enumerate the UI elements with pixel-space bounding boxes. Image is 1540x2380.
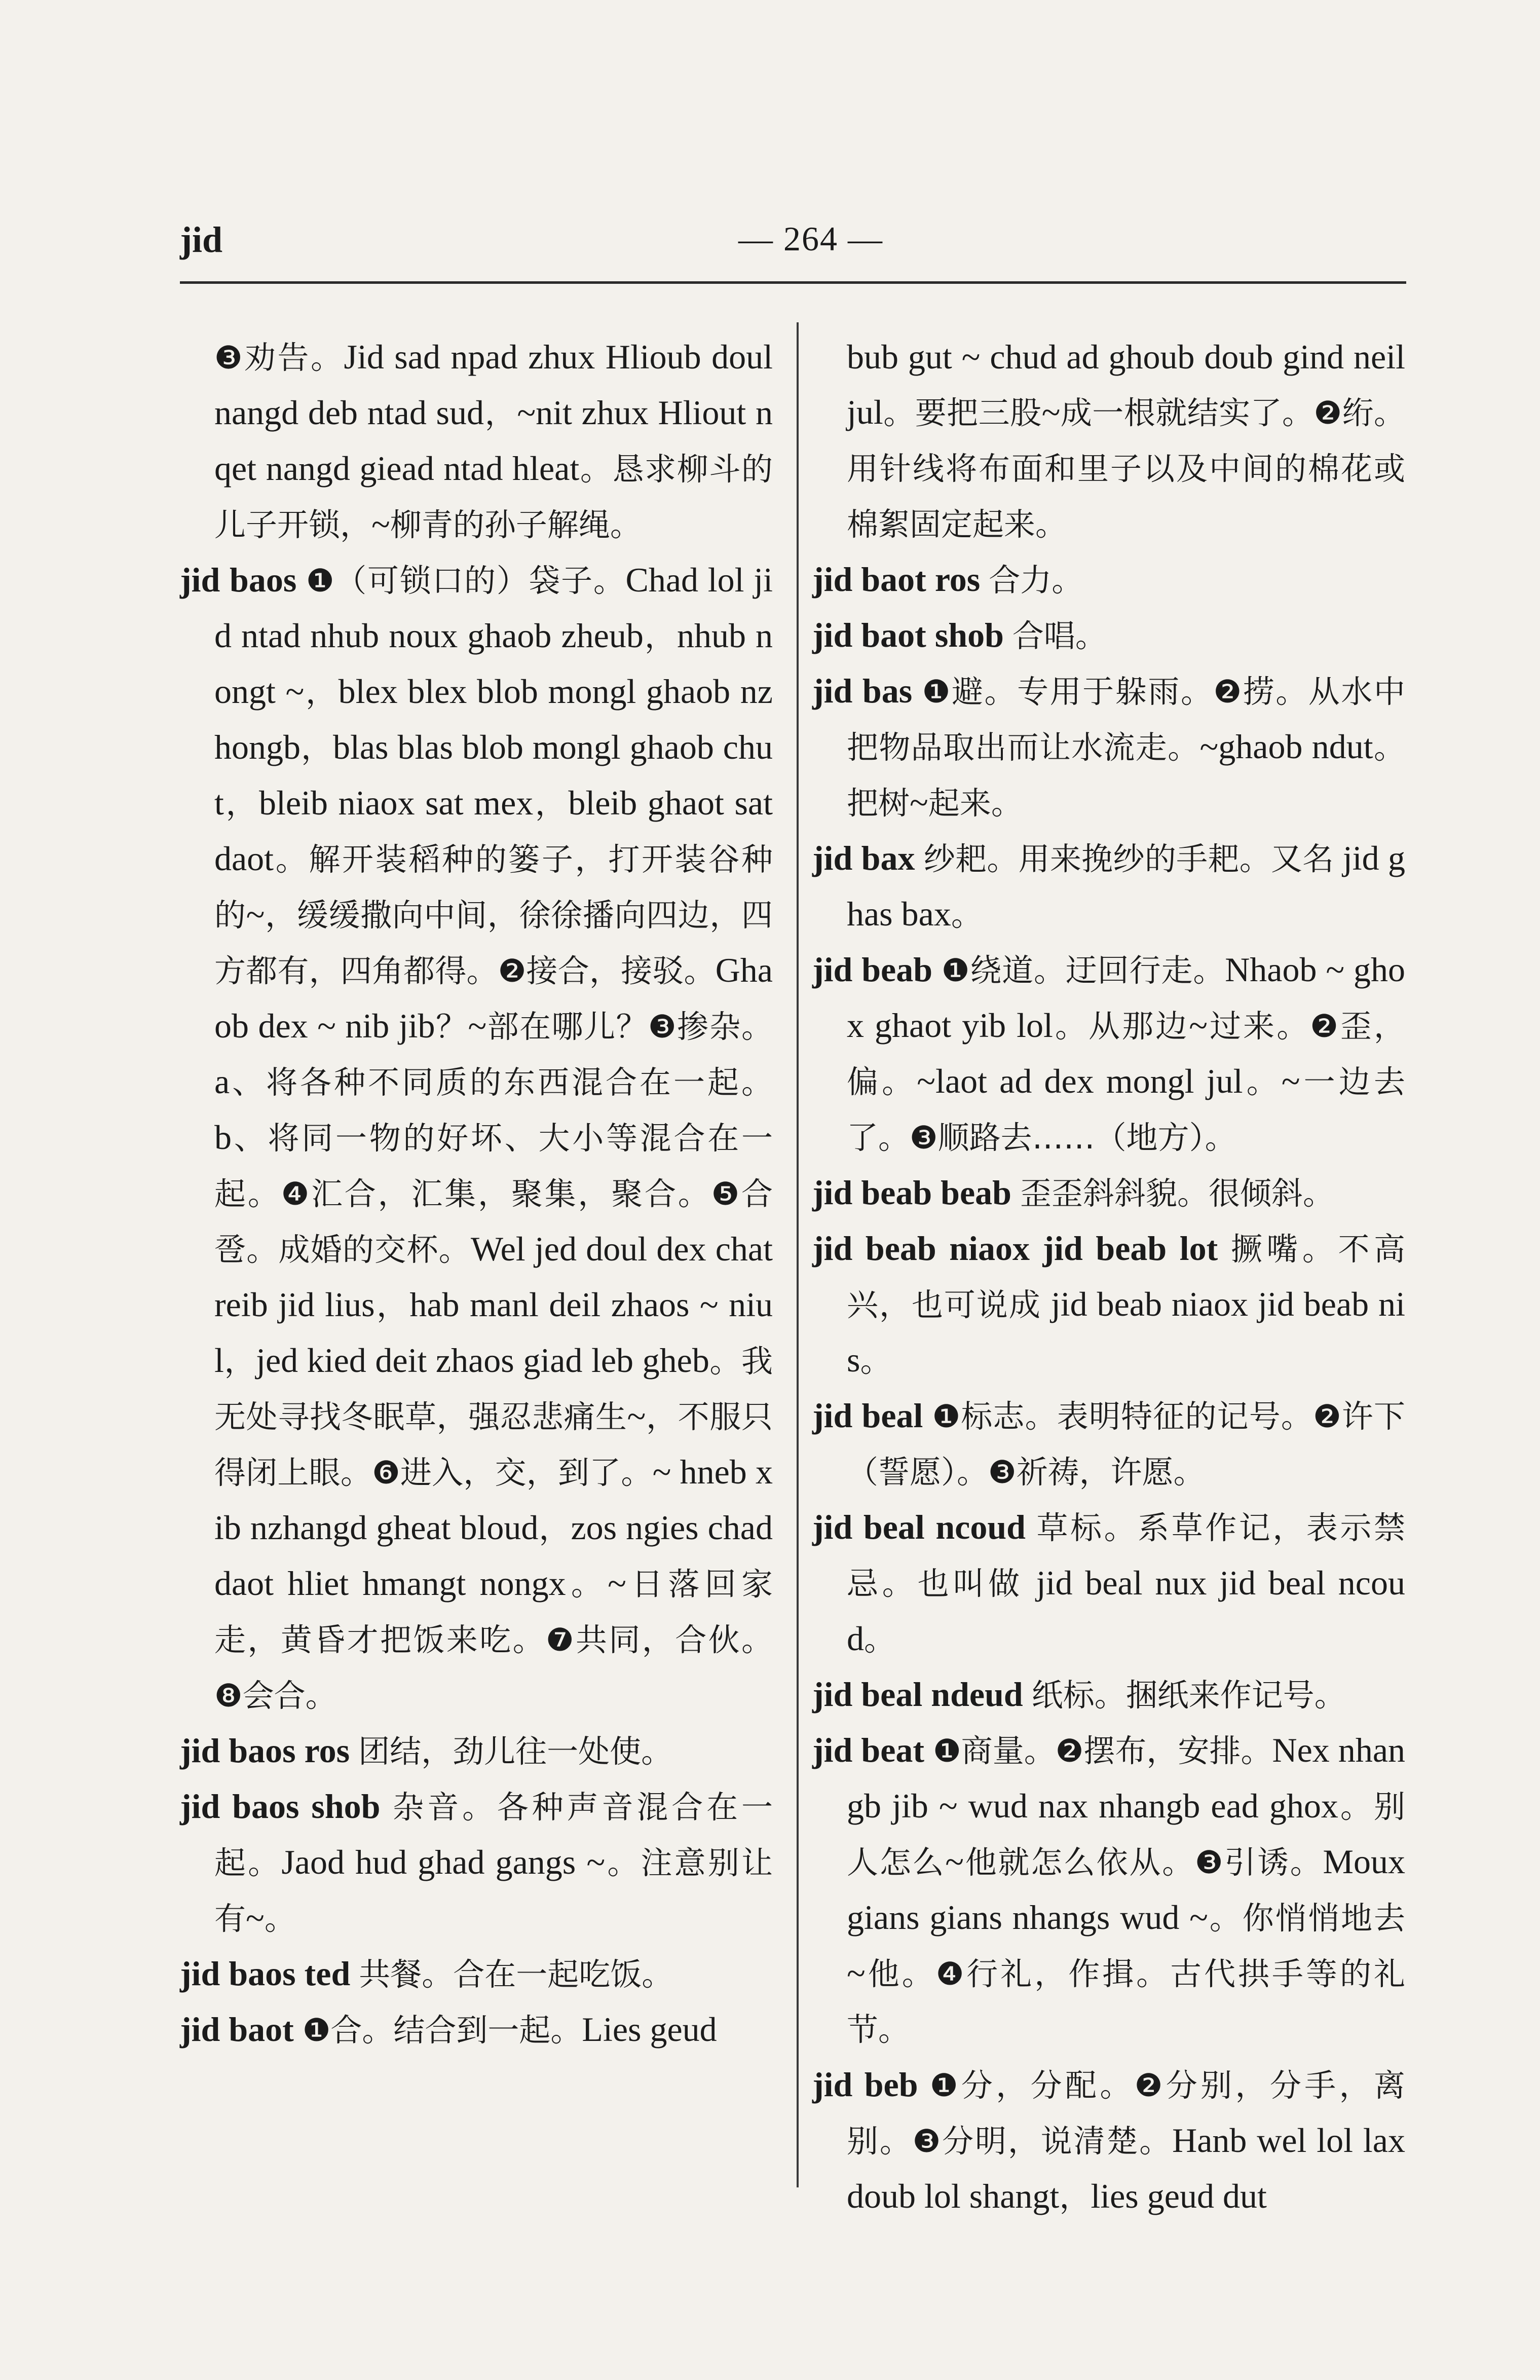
entry-definition: 草标。系草作记，表示禁忌。也叫做 jid beal nux jid beal ncoud。 bbox=[847, 1509, 1405, 1658]
entry-headword: jid baos ros bbox=[180, 1731, 359, 1770]
entry-headword: jid beb bbox=[812, 2065, 930, 2104]
dictionary-entry bbox=[812, 663, 1405, 831]
entry-headword: jid bax bbox=[812, 839, 924, 877]
dictionary-entry bbox=[180, 1779, 773, 1946]
column-divider bbox=[797, 322, 799, 2187]
entry-definition: 团结，劲儿往一处使。 bbox=[358, 1733, 673, 1770]
entry-definition: ❶绕道。迂回行走。Nhaob ~ ghox ghaot yib lol。从那边~过来。❷歪，偏。~laot ad dex mongl jul。~一边去了。❸顺路去……（地方）。 bbox=[847, 950, 1405, 1156]
entry-definition: 撅嘴。不高兴，也可说成 jid beab niaox jid beab nis。 bbox=[847, 1231, 1405, 1379]
entry-definition: 纱耙。用来挽纱的手耙。又名 jid ghas bax。 bbox=[847, 839, 1405, 933]
entry-definition: ❶商量。❷摆布，安排。Nex nhangb jib ~ wud nax nhangb ead ghox。别人怎么~他就怎么依从。❸引诱。Moux gians gians nhangs wud ~。你悄悄地去~他。❹行礼，作揖。古代拱手等的礼节。 bbox=[847, 1731, 1405, 2048]
entry-headword: jid baos bbox=[180, 561, 307, 599]
entry-headword: jid baos ted bbox=[180, 1954, 359, 1993]
entry-definition: ❸劝告。Jid sad npad zhux Hlioub doul nangd deb ntad sud，~nit zhux Hliout nqet nangd giead ntad hleat。恳求柳斗的儿子开锁，~柳青的孙子解绳。 bbox=[214, 338, 773, 543]
entry-headword: jid bas bbox=[812, 672, 922, 710]
dictionary-entry bbox=[812, 1221, 1405, 1388]
entry-continuation bbox=[812, 329, 1405, 552]
dictionary-entry bbox=[812, 1723, 1405, 2057]
entry-headword: jid beal ndeud bbox=[812, 1675, 1032, 1714]
dictionary-entry bbox=[812, 1388, 1405, 1500]
entry-definition: 杂音。各种声音混合在一起。Jaod hud ghad gangs ~。注意别让有~。 bbox=[214, 1789, 773, 1937]
entry-definition: ❶（可锁口的）袋子。Chad lol jid ntad nhub noux ghaob zheub，nhub nongt ~，blex blex blob mongl ghaob nzhongb，blas blas blob mongl ghaob chut，bleib niaox sat mex，bleib ghaot sat daot。解开装稻种的篓子，打开装谷种的~，缓缓撒向中间，徐徐播向四边，四方都有，四角都得。❷接合，接驳。Ghaob dex ~ nib jib？~部在哪儿？❸掺杂。a、将各种不同质的东西混合在一起。b、将同一物的好坏、大小等混合在一起。❹汇合，汇集，聚集，聚合。❺合卺。成婚的交杯。Wel jed doul dex chat reib jid lius，hab manl deil zhaos ~ niul，jed kied deit zhaos giad leb gheb。我无处寻找冬眠草，强忍悲痛生~，不服只得闭上眼。❻进入，交，到了。~ hneb xib nzhangd gheat bloud，zos ngies chad daot hliet hmangt nongx。~日落回家走，黄昏才把饭来吃。❼共同，合伙。❽会合。 bbox=[214, 561, 773, 1714]
entry-definition: bub gut ~ chud ad ghoub doub gind neil jul。要把三股~成一根就结实了。❷绗。用针线将布面和里子以及中间的棉花或棉絮固定起来。 bbox=[847, 338, 1405, 543]
entry-definition: 共餐。合在一起吃饭。 bbox=[359, 1956, 673, 1993]
entry-definition: ❶标志。表明特征的记号。❷许下（誓愿）。❸祈祷，许愿。 bbox=[847, 1398, 1405, 1491]
dictionary-entry bbox=[812, 1165, 1405, 1221]
entry-headword: jid baos shob bbox=[180, 1787, 393, 1826]
right-column bbox=[812, 329, 1405, 2224]
dictionary-entry bbox=[812, 1667, 1405, 1723]
entry-definition: 合唱。 bbox=[1012, 617, 1107, 654]
dictionary-entry bbox=[180, 1946, 773, 2002]
running-head-word: jid bbox=[180, 219, 223, 260]
dictionary-entry bbox=[180, 552, 773, 1723]
dictionary-entry bbox=[812, 552, 1405, 608]
entry-headword: jid baot bbox=[180, 2010, 303, 2049]
entry-headword: jid beal bbox=[812, 1396, 932, 1435]
dictionary-entry bbox=[812, 608, 1405, 663]
dictionary-entry bbox=[812, 942, 1405, 1165]
entry-definition: 歪歪斜斜貌。很倾斜。 bbox=[1020, 1175, 1335, 1212]
header-rule bbox=[180, 281, 1406, 284]
left-column bbox=[180, 329, 773, 2058]
dictionary-entry bbox=[812, 1500, 1405, 1667]
entry-definition: ❶合。结合到一起。Lies geud bbox=[302, 2010, 717, 2049]
entry-definition: ❶分，分配。❷分别，分手，离别。❸分明，说清楚。Hanb wel lol lax doub lol shangt，lies geud dut bbox=[847, 2067, 1405, 2215]
entry-definition: 纸标。捆纸来作记号。 bbox=[1031, 1677, 1346, 1714]
entry-headword: jid baot ros bbox=[812, 560, 989, 599]
entry-headword: jid baot shob bbox=[812, 616, 1012, 654]
dictionary-entry bbox=[180, 1723, 773, 1779]
entry-headword: jid beat bbox=[812, 1731, 933, 1769]
entry-headword: jid beab bbox=[812, 950, 942, 989]
entry-definition: ❶避。专用于躲雨。❷捞。从水中把物品取出而让水流走。~ghaob ndut。把树~起来。 bbox=[847, 673, 1406, 822]
dictionary-entry bbox=[812, 2057, 1405, 2224]
page-number: — 264 — bbox=[738, 219, 883, 258]
entry-headword: jid beab beab bbox=[812, 1173, 1020, 1212]
entry-headword: jid beal ncoud bbox=[812, 1508, 1037, 1546]
dictionary-entry bbox=[812, 831, 1405, 942]
entry-continuation bbox=[180, 329, 773, 552]
dictionary-entry bbox=[180, 2002, 773, 2058]
entry-definition: 合力。 bbox=[989, 562, 1083, 599]
entry-headword: jid beab niaox jid beab lot bbox=[812, 1229, 1231, 1268]
